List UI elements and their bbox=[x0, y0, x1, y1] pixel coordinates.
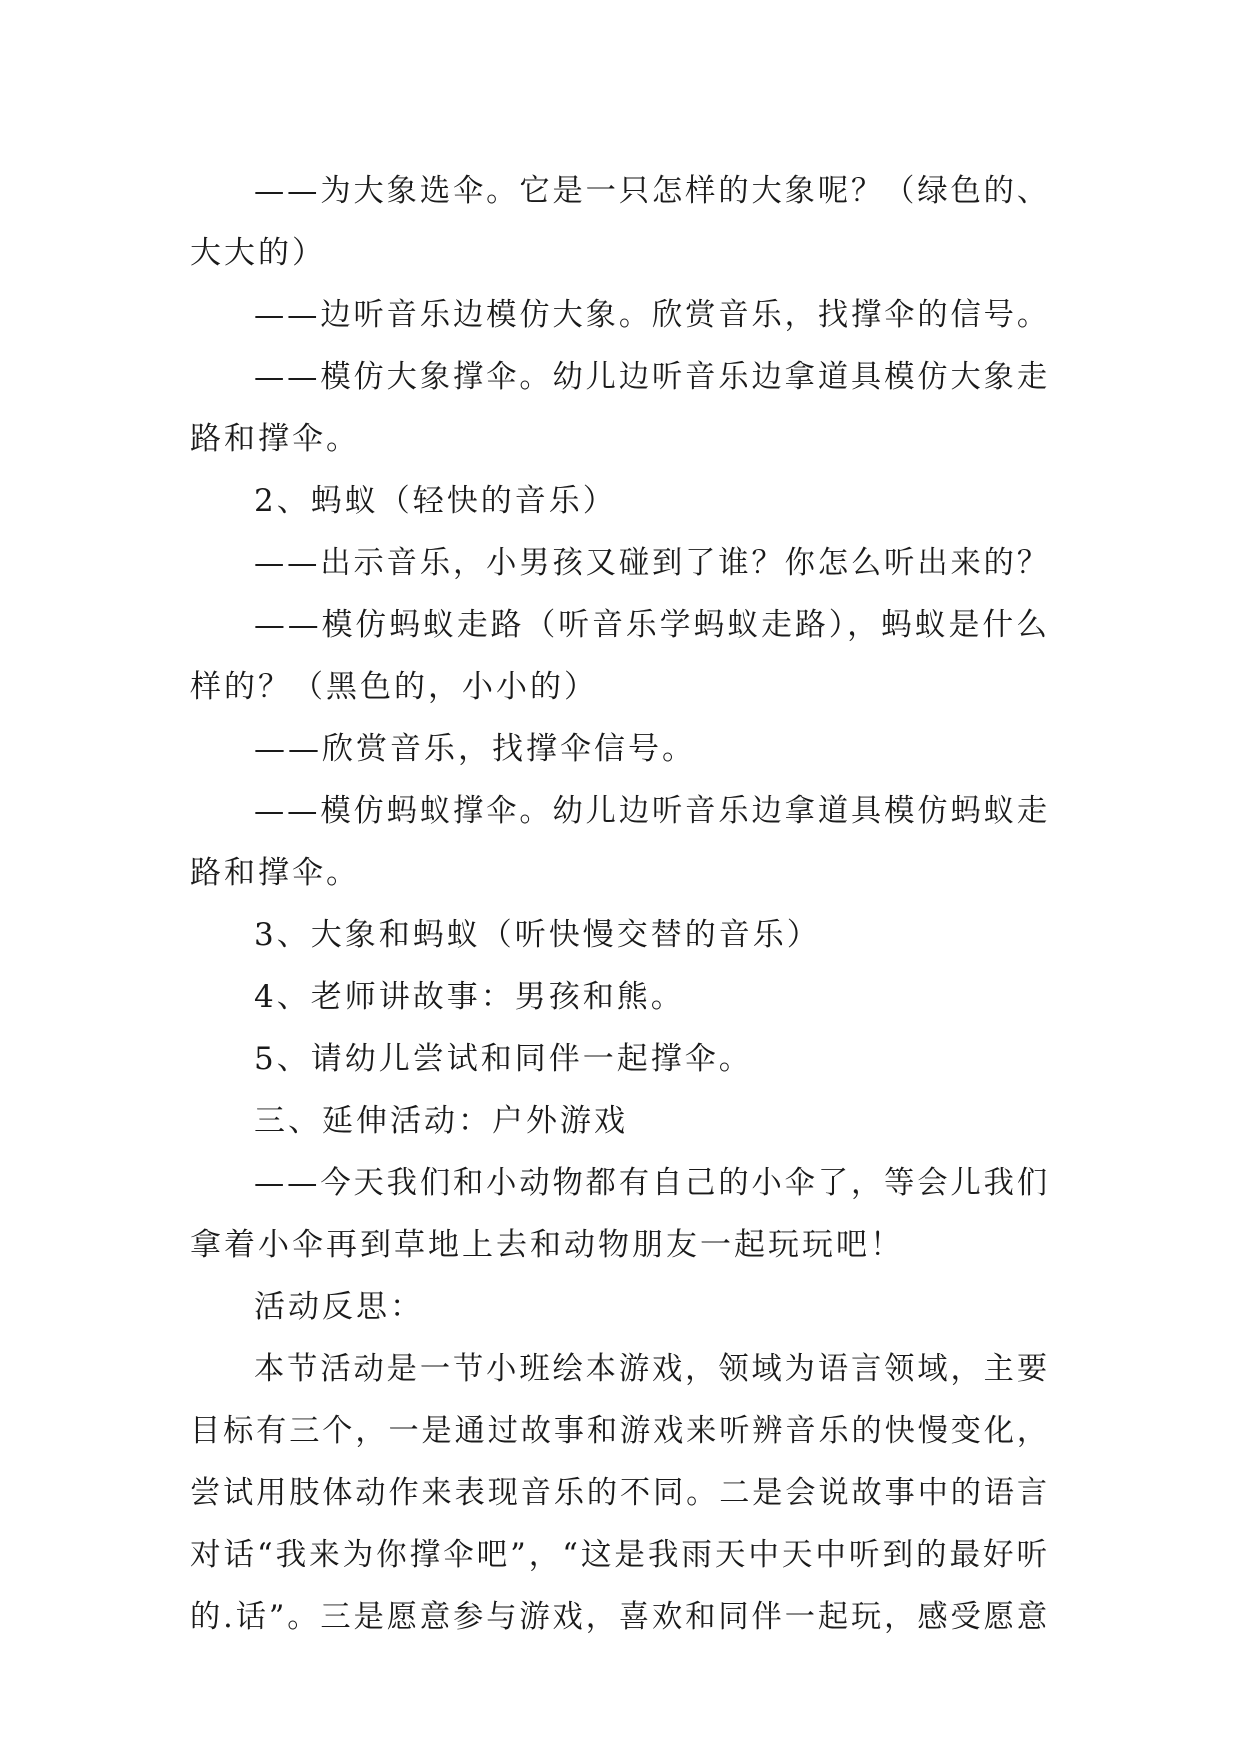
text-line: 本节活动是一节小班绘本游戏，领域为语言领域，主要 bbox=[254, 1351, 1050, 1387]
text-line: 对话“我来为你撑伞吧”，“这是我雨天中天中听到的最好听 bbox=[190, 1537, 1050, 1573]
text-line: ——模仿蚂蚁走路（听音乐学蚂蚁走路），蚂蚁是什么 bbox=[254, 607, 1050, 643]
text-line: ——欣赏音乐，找撑伞信号。 bbox=[254, 731, 696, 767]
text-line: ——为大象选伞。它是一只怎样的大象呢？（绿色的、 bbox=[254, 173, 1050, 209]
text-line: 尝试用肢体动作来表现音乐的不同。二是会说故事中的语言 bbox=[190, 1475, 1050, 1511]
text-line: ——模仿蚂蚁撑伞。幼儿边听音乐边拿道具模仿蚂蚁走 bbox=[254, 793, 1050, 829]
text-line: 路和撑伞。 bbox=[190, 855, 360, 891]
text-line: 路和撑伞。 bbox=[190, 421, 360, 457]
text-line: 4、老师讲故事：男孩和熊。 bbox=[254, 979, 685, 1015]
text-line: ——边听音乐边模仿大象。欣赏音乐，找撑伞的信号。 bbox=[254, 297, 1050, 333]
text-line: 的.话”。三是愿意参与游戏，喜欢和同伴一起玩，感受愿意 bbox=[190, 1599, 1050, 1635]
text-line: ——模仿大象撑伞。幼儿边听音乐边拿道具模仿大象走 bbox=[254, 359, 1050, 395]
text-line: 2、蚂蚁（轻快的音乐） bbox=[254, 483, 617, 519]
section-heading: 活动反思： bbox=[254, 1289, 424, 1325]
text-line: 3、大象和蚂蚁（听快慢交替的音乐） bbox=[254, 917, 821, 953]
section-heading: 三、延伸活动：户外游戏 bbox=[254, 1103, 628, 1139]
document-body bbox=[190, 160, 1050, 1648]
text-line: 目标有三个，一是通过故事和游戏来听辨音乐的快慢变化， bbox=[190, 1413, 1050, 1449]
text-line: ——今天我们和小动物都有自己的小伞了，等会儿我们 bbox=[254, 1165, 1050, 1201]
text-line: 拿着小伞再到草地上去和动物朋友一起玩玩吧！ bbox=[190, 1227, 904, 1263]
text-line: ——出示音乐，小男孩又碰到了谁？你怎么听出来的？ bbox=[254, 545, 1050, 581]
text-line: 5、请幼儿尝试和同伴一起撑伞。 bbox=[254, 1041, 753, 1077]
text-line: 样的？（黑色的，小小的） bbox=[190, 669, 598, 705]
text-line: 大大的） bbox=[190, 235, 326, 271]
